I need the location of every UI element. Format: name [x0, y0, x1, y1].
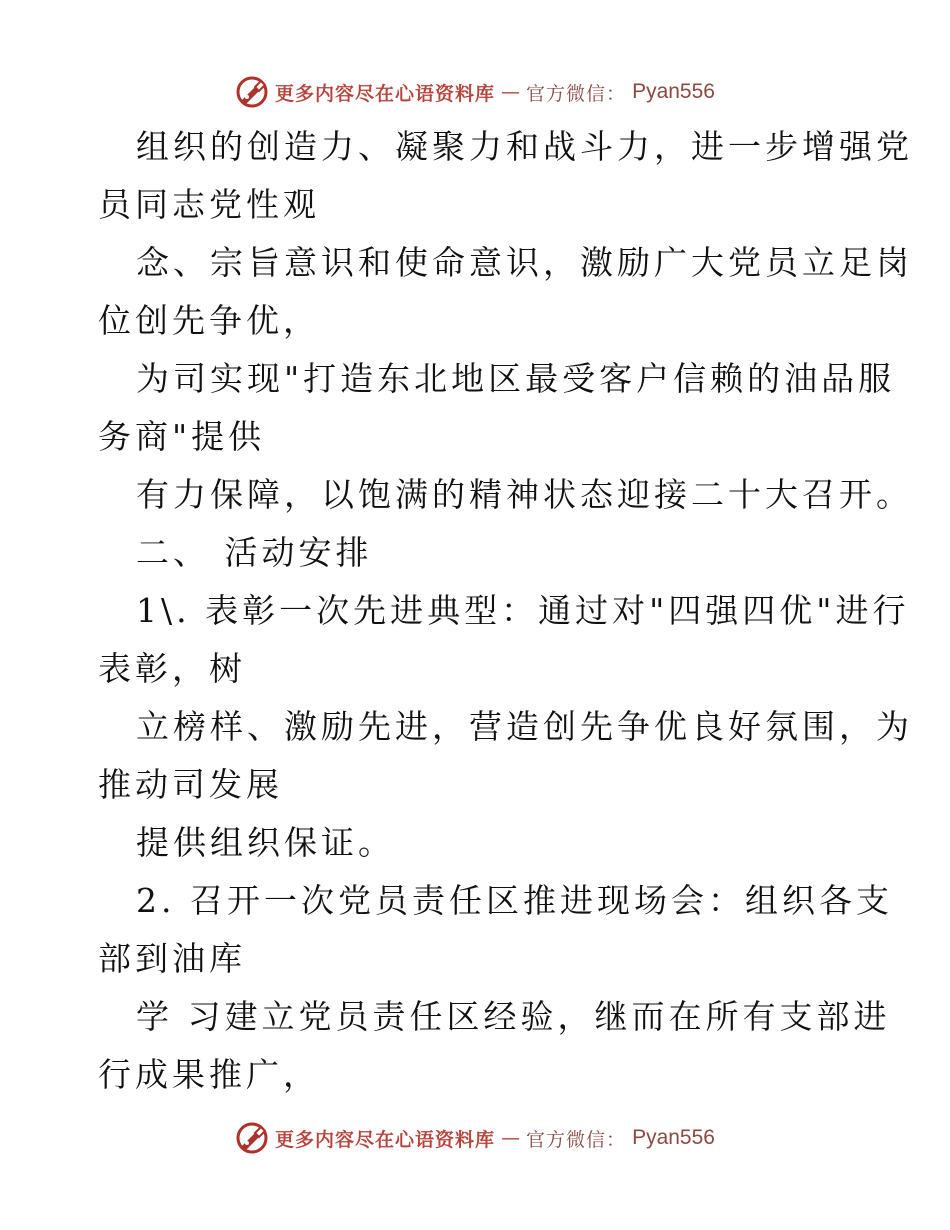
body-line: 2. 召开一次党员责任区推进现场会：组织各支	[136, 881, 893, 920]
header-banner-label: 官方微信：	[526, 82, 627, 105]
body-line: 立榜样、激励先进，营造创先争优良好氛围，为	[136, 707, 913, 746]
page-footer	[0, 1118, 950, 1158]
body-line: 提供组织保证。	[136, 823, 395, 862]
footer-banner-separator: —	[501, 1127, 521, 1149]
section-heading: 二、 活动安排	[136, 533, 373, 572]
footer-banner	[235, 1121, 715, 1155]
body-line: 为司实现"打造东北地区最受客户信赖的油品服	[136, 359, 896, 398]
body-line: 员同志党性观	[98, 185, 320, 224]
body-line: 行成果推广，	[98, 1055, 320, 1094]
body-line: 1\. 表彰一次先进典型：通过对"四强四优"进行	[136, 591, 910, 630]
body-line: 组织的创造力、凝聚力和战斗力，进一步增强党	[136, 127, 913, 166]
footer-banner-label: 官方微信：	[526, 1128, 627, 1151]
footer-banner-id: Pyan556	[632, 1126, 715, 1149]
header-banner	[235, 75, 715, 109]
header-banner-id: Pyan556	[632, 80, 715, 103]
body-line: 务商"提供	[98, 417, 266, 456]
body-line: 有力保障，以饱满的精神状态迎接二十大召开。	[136, 475, 913, 514]
header-banner-main: 更多内容尽在心语资料库	[275, 82, 496, 105]
page-header	[0, 72, 950, 112]
pen-seal-logo-icon	[235, 75, 269, 109]
body-line: 学 习建立党员责任区经验，继而在所有支部进	[136, 997, 891, 1036]
footer-banner-main: 更多内容尽在心语资料库	[275, 1128, 496, 1151]
body-line: 表彰，树	[98, 649, 246, 688]
document-body	[98, 118, 913, 1104]
body-line: 位创先争优，	[98, 301, 320, 340]
body-line: 部到油库	[98, 939, 246, 978]
body-line: 推动司发展	[98, 765, 283, 804]
pen-seal-logo-icon	[235, 1121, 269, 1155]
body-line: 念、宗旨意识和使命意识，激励广大党员立足岗	[136, 243, 913, 282]
header-banner-separator: —	[501, 81, 521, 103]
